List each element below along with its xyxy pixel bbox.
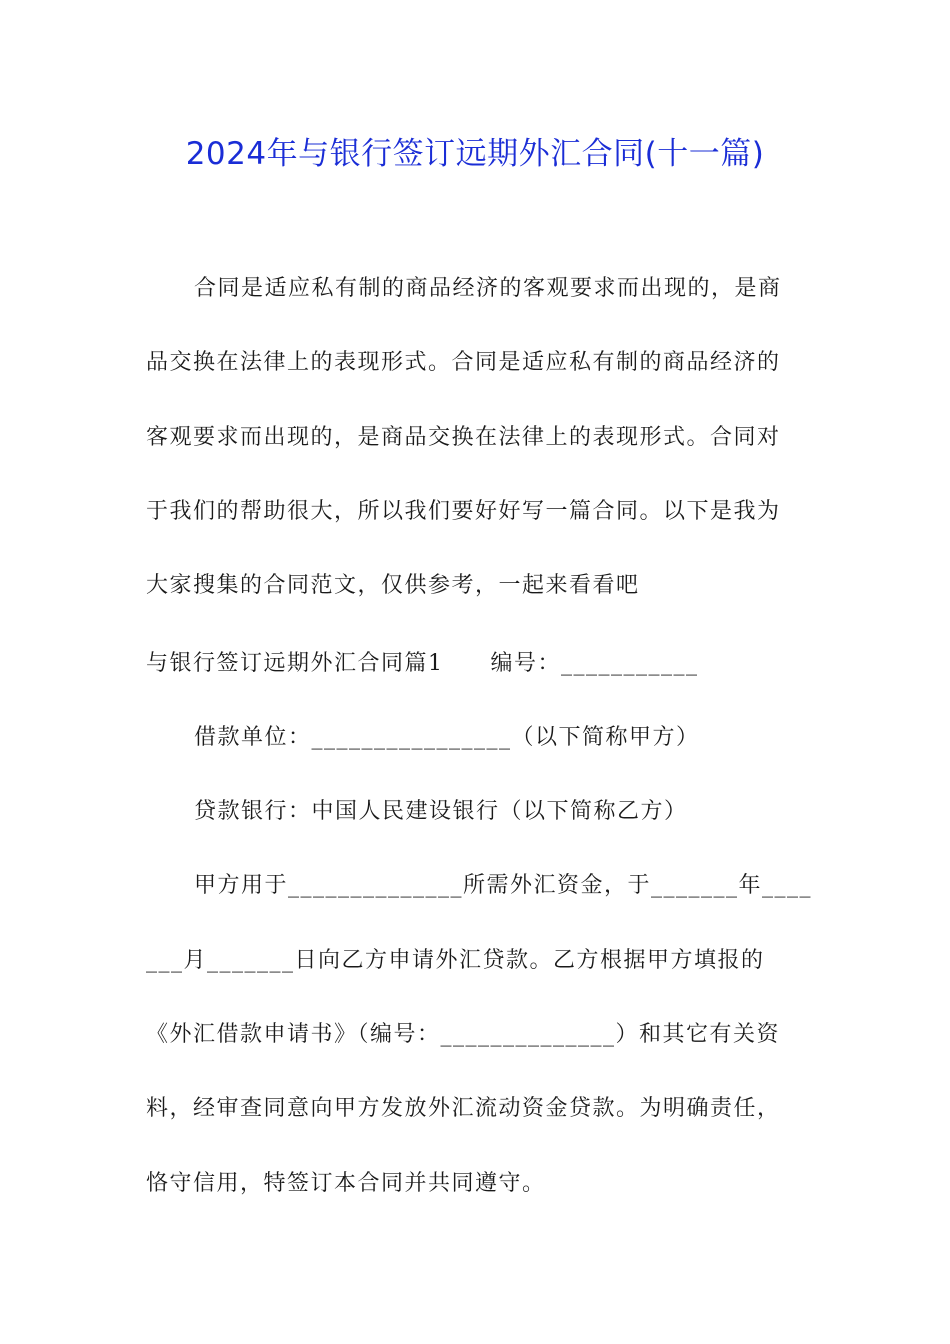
body-line-1: 甲方用于______________所需外汇资金，于_______年____ <box>194 873 813 898</box>
body-line-2: ___月_______日向乙方申请外汇贷款。乙方根据甲方填报的 <box>146 948 765 973</box>
intro-line-1: 合同是适应私有制的商品经济的客观要求而出现的，是商 <box>194 276 782 301</box>
intro-line-4: 于我们的帮助很大，所以我们要好好写一篇合同。以下是我为 <box>146 499 781 524</box>
intro-line-2: 品交换在法律上的表现形式。合同是适应私有制的商品经济的 <box>146 350 781 375</box>
body-line-3: 《外汇借款申请书》（编号：______________）和其它有关资 <box>146 1022 781 1047</box>
intro-line-3: 客观要求而出现的，是商品交换在法律上的表现形式。合同对 <box>146 425 781 450</box>
body-line-5: 恪守信用，特签订本合同并共同遵守。 <box>146 1171 546 1196</box>
borrower-line: 借款单位：________________（以下简称甲方） <box>194 725 700 750</box>
lender-line: 贷款银行：中国人民建设银行（以下简称乙方） <box>194 799 688 824</box>
document-title: 2024年与银行签订远期外汇合同(十一篇) <box>185 136 765 172</box>
intro-line-5: 大家搜集的合同范文，仅供参考，一起来看看吧 <box>146 573 640 598</box>
body-line-4: 料，经审查同意向甲方发放外汇流动资金贷款。为明确责任， <box>146 1096 781 1121</box>
section-heading: 与银行签订远期外汇合同篇1 编号：___________ <box>146 651 699 676</box>
